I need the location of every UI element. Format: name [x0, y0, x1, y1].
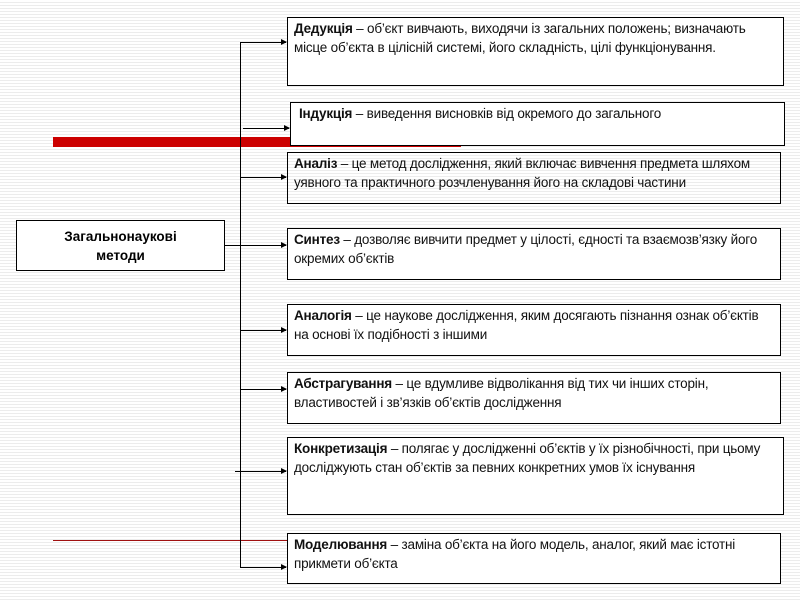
- method-desc: – виведення висновків від окремого до загального: [352, 106, 662, 121]
- arrow-synthesis: [240, 245, 286, 246]
- arrow-analysis: [240, 177, 286, 178]
- root-node: [16, 220, 225, 271]
- method-deduction: [287, 17, 784, 86]
- root-connector: [224, 245, 240, 246]
- method-desc: – полягає у дослідженні об’єктів у їх різнобічності, при цьому досліджують стан об’єктів за певних конкретних умов їх існування: [294, 441, 761, 475]
- method-desc: – це метод дослідження, який включає вивчення предмета шляхом уявного та практичного розчленування його на складові частини: [294, 156, 750, 190]
- method-term: Абстрагування: [294, 376, 392, 391]
- method-induction: [290, 102, 785, 146]
- method-term: Аналогія: [294, 308, 352, 323]
- method-term: Моделювання: [294, 537, 388, 552]
- method-term: Дедукція: [294, 21, 353, 36]
- trunk-line: [240, 42, 241, 568]
- arrow-modeling: [240, 567, 286, 568]
- method-desc: – заміна об’єкта на його модель, аналог, який має істотні прикмети об’єкта: [294, 537, 736, 571]
- method-term: Індукція: [299, 106, 353, 121]
- method-desc: – об’єкт вивчають, виходячи із загальних положень; визначають місце об’єкта в цілісній системі, його складність, цілі функціонування.: [294, 21, 746, 55]
- method-term: Аналіз: [294, 156, 338, 171]
- root-label: Загальнонаукові методи: [64, 228, 177, 263]
- method-desc: – це вдумливе відволікання від тих чи інших сторін, властивостей і зв’язків об’єктів дослідження: [294, 376, 709, 410]
- method-analysis: [287, 152, 781, 204]
- method-analogy: [287, 304, 781, 356]
- method-term: Конкретизація: [294, 441, 388, 456]
- arrow-deduction: [240, 42, 286, 43]
- red-accent-line: [53, 540, 288, 541]
- arrow-concretization: [235, 471, 286, 472]
- arrow-analogy: [240, 330, 286, 331]
- method-desc: – це наукове дослідження, яким досягають пізнання ознак об’єктів на основі їх подібності з іншими: [294, 308, 759, 342]
- method-abstraction: [287, 372, 781, 424]
- method-term: Синтез: [294, 232, 340, 247]
- arrow-induction: [243, 128, 289, 129]
- method-concretization: [287, 437, 784, 515]
- method-synthesis: [287, 228, 781, 280]
- method-desc: – дозволяє вивчити предмет у цілості, єдності та взаємозв’язку його окремих об’єктів: [294, 232, 757, 266]
- method-modeling: [287, 533, 781, 584]
- arrow-abstraction: [240, 389, 286, 390]
